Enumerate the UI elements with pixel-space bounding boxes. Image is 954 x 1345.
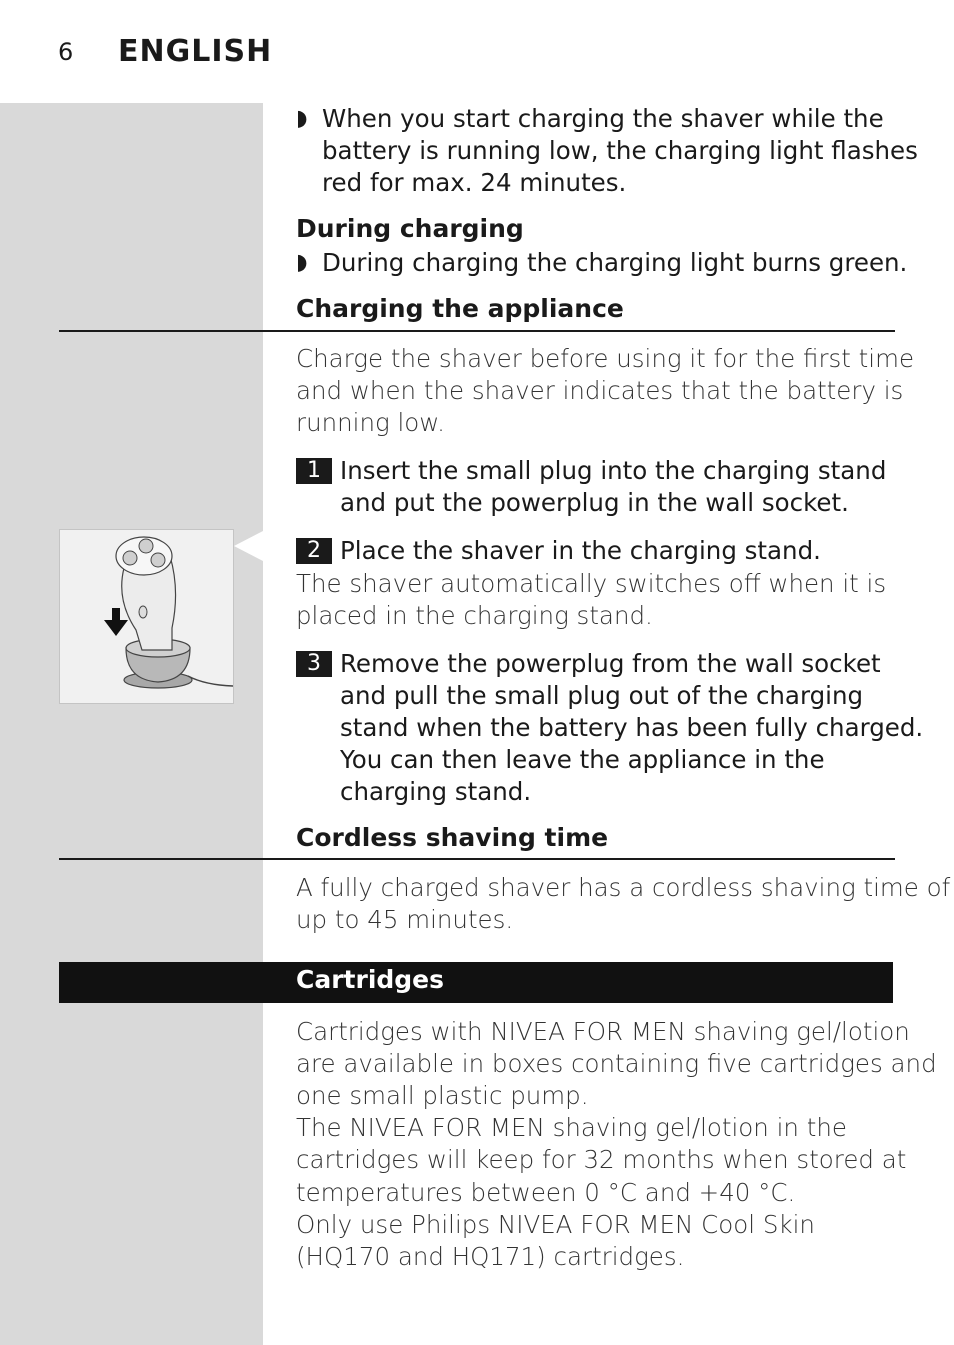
section-rule — [59, 330, 895, 332]
callout-pointer — [234, 531, 263, 561]
sidebar-margin — [0, 103, 263, 1345]
cartridges-text-line: Cartridges with NIVEA FOR MEN shaving gel/lotion — [296, 1017, 910, 1046]
charging-intro-line: and when the shaver indicates that the battery is — [296, 376, 904, 405]
charging-appliance-heading: Charging the appliance — [296, 294, 624, 323]
intro-bullet-line: When you start charging the shaver while the — [322, 104, 884, 133]
intro-bullet-line: battery is running low, the charging light flashes — [322, 136, 918, 165]
shaver-in-stand-illustration — [59, 529, 234, 704]
step-3-line: Remove the powerplug from the wall socket — [340, 649, 881, 678]
step-3-line: You can then leave the appliance in the — [340, 745, 825, 774]
intro-bullet-line: red for max. 24 minutes. — [322, 168, 627, 197]
step-number-badge: 2 — [296, 538, 332, 564]
step-3-line: and pull the small plug out of the charging — [340, 681, 864, 710]
cartridges-text-line: cartridges will keep for 32 months when stored at — [296, 1145, 907, 1174]
language-header: ENGLISH — [118, 34, 273, 69]
during-charging-bullet: During charging the charging light burns green. — [322, 248, 908, 277]
cartridges-text-line: are available in boxes containing five cartridges and — [296, 1049, 937, 1078]
step-2-note-line: The shaver automatically switches off when it is — [296, 569, 887, 598]
bullet-icon: ◗ — [296, 106, 308, 131]
charging-intro-line: running low. — [296, 408, 445, 437]
step-3-line: stand when the battery has been fully charged. — [340, 713, 924, 742]
section-rule — [59, 858, 895, 860]
cartridges-text-line: (HQ170 and HQ171) cartridges. — [296, 1242, 685, 1271]
step-number-badge: 3 — [296, 651, 332, 677]
cordless-heading: Cordless shaving time — [296, 823, 609, 852]
cordless-text-line: up to 45 minutes. — [296, 905, 514, 934]
cartridges-text-line: Only use Philips NIVEA FOR MEN Cool Skin — [296, 1210, 815, 1239]
cartridges-text-line: The NIVEA FOR MEN shaving gel/lotion in the — [296, 1113, 847, 1142]
charging-intro-line: Charge the shaver before using it for the first time — [296, 344, 915, 373]
during-charging-heading: During charging — [296, 214, 524, 243]
step-number-badge: 1 — [296, 458, 332, 484]
page-number: 6 — [58, 38, 74, 66]
cartridges-text-line: one small plastic pump. — [296, 1081, 589, 1110]
bullet-icon: ◗ — [296, 250, 308, 275]
cartridges-heading: Cartridges — [296, 965, 445, 994]
step-3-line: charging stand. — [340, 777, 532, 806]
step-1-line: Insert the small plug into the charging stand — [340, 456, 887, 485]
step-1-line: and put the powerplug in the wall socket. — [340, 488, 849, 517]
cordless-text-line: A fully charged shaver has a cordless shaving time of — [296, 873, 951, 902]
cartridges-heading-band — [59, 962, 893, 1003]
cartridges-text-line: temperatures between 0 °C and +40 °C. — [296, 1178, 796, 1207]
shaver-illustration-svg — [60, 530, 233, 703]
step-2-note-line: placed in the charging stand. — [296, 601, 653, 630]
step-2-line: Place the shaver in the charging stand. — [340, 536, 821, 565]
